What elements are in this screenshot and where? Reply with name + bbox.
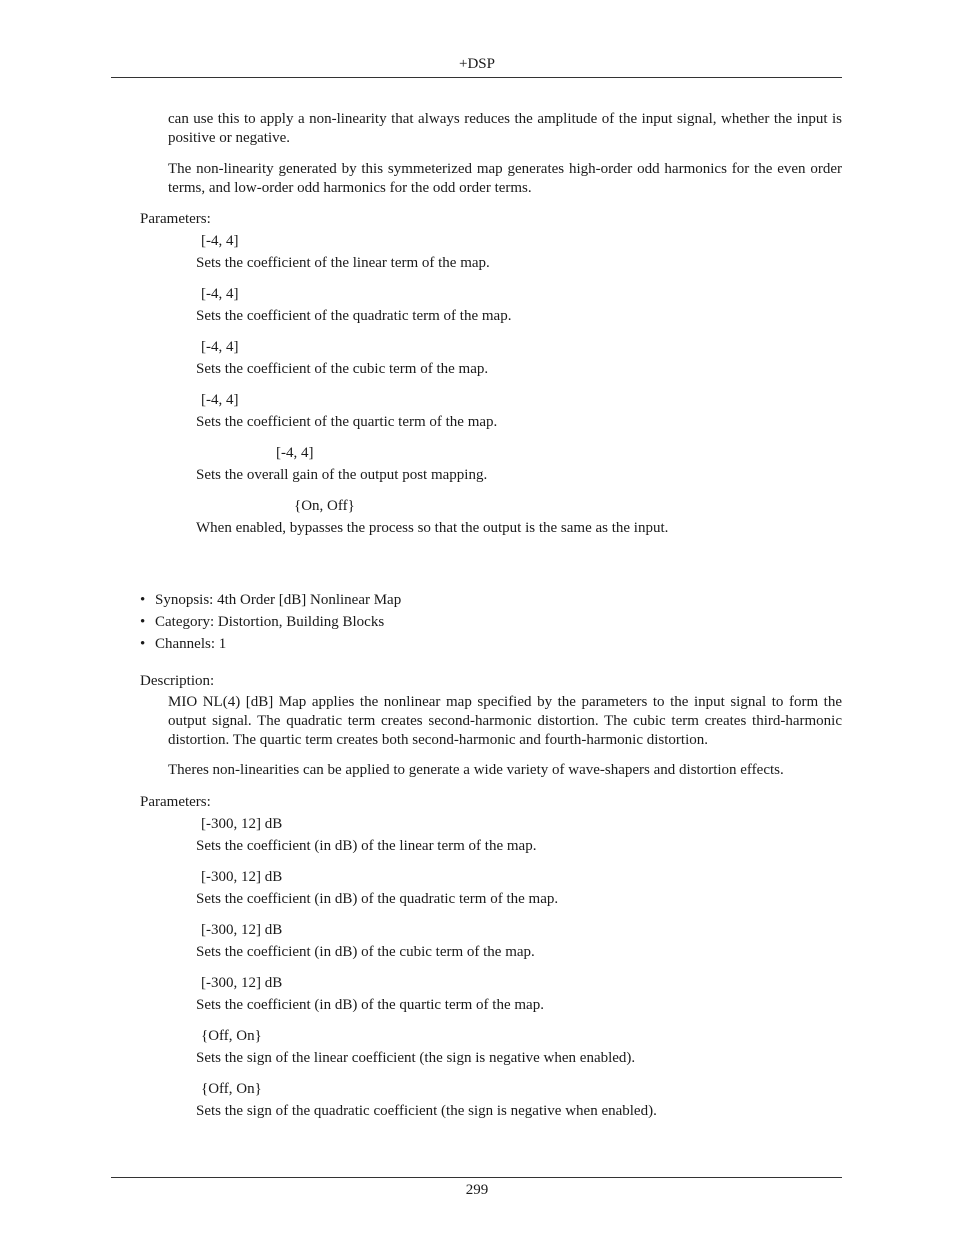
param-range: [-4, 4] [276,445,314,461]
list-item: • Category: Distortion, Building Blocks [140,614,385,630]
param-description: Sets the coefficient (in dB) of the quadratic term of the map. [196,891,559,907]
param-description: Sets the coefficient of the quartic term of the map. [196,414,498,430]
param-description: Sets the coefficient of the cubic term of the map. [196,361,489,377]
param-description: Sets the coefficient (in dB) of the quartic term of the map. [196,997,544,1013]
param-description: Sets the coefficient (in dB) of the cubic term of the map. [196,944,535,960]
header-title: +DSP [459,56,495,72]
param-description: Sets the sign of the linear coefficient (the sign is negative when enabled). [196,1050,636,1066]
param-range: [-300, 12] dB [201,869,283,885]
param-description: Sets the coefficient of the linear term of the map. [196,255,490,271]
param-range: [-300, 12] dB [201,816,283,832]
footer-rule [111,1177,842,1178]
parameters-label: Parameters: [140,794,211,810]
param-description: When enabled, bypasses the process so that the output is the same as the input. [196,520,669,536]
description-paragraph-1: MIO NL(4) [dB] Map applies the nonlinear map specified by the parameters to the input signal to form the output signal. The quadratic term creates second-harmonic distortion. The cubic term creates third-harmonic distortion. The quartic term creates both second-harmonic and fourth-harmonic distortion. [168,694,842,748]
param-range: [-300, 12] dB [201,975,283,991]
page-number: 299 [465,1182,489,1198]
intro-paragraph-2: The non-linearity generated by this symmeterized map generates high-order odd harmonics for the even order terms, and low-order odd harmonics for the odd order terms. [168,161,842,196]
param-range: [-4, 4] [201,339,239,355]
param-range: {Off, On} [201,1081,262,1097]
header-rule [111,77,842,78]
parameters-label: Parameters: [140,211,211,227]
param-description: Sets the coefficient (in dB) of the linear term of the map. [196,838,537,854]
param-range: {On, Off} [294,498,355,514]
info-list [140,591,401,657]
bullet-icon: • [140,636,146,652]
description-label: Description: [140,673,215,689]
param-range: [-4, 4] [201,392,239,408]
list-item: • Channels: 1 [140,636,227,652]
param-range: [-300, 12] dB [201,922,283,938]
list-item: • Synopsis: 4th Order [dB] Nonlinear Map [140,592,402,608]
param-range: [-4, 4] [201,233,239,249]
bullet-icon: • [140,592,146,608]
param-description: Sets the sign of the quadratic coefficient (the sign is negative when enabled). [196,1103,657,1119]
bullet-icon: • [140,614,146,630]
param-description: Sets the overall gain of the output post mapping. [196,467,488,483]
intro-paragraph-1: can use this to apply a non-linearity that always reduces the amplitude of the input signal, whether the input is positive or negative. [168,111,842,146]
param-range: {Off, On} [201,1028,262,1044]
description-paragraph-2: Theres non-linearities can be applied to generate a wide variety of wave-shapers and distortion effects. [168,762,784,778]
param-description: Sets the coefficient of the quadratic term of the map. [196,308,512,324]
param-range: [-4, 4] [201,286,239,302]
